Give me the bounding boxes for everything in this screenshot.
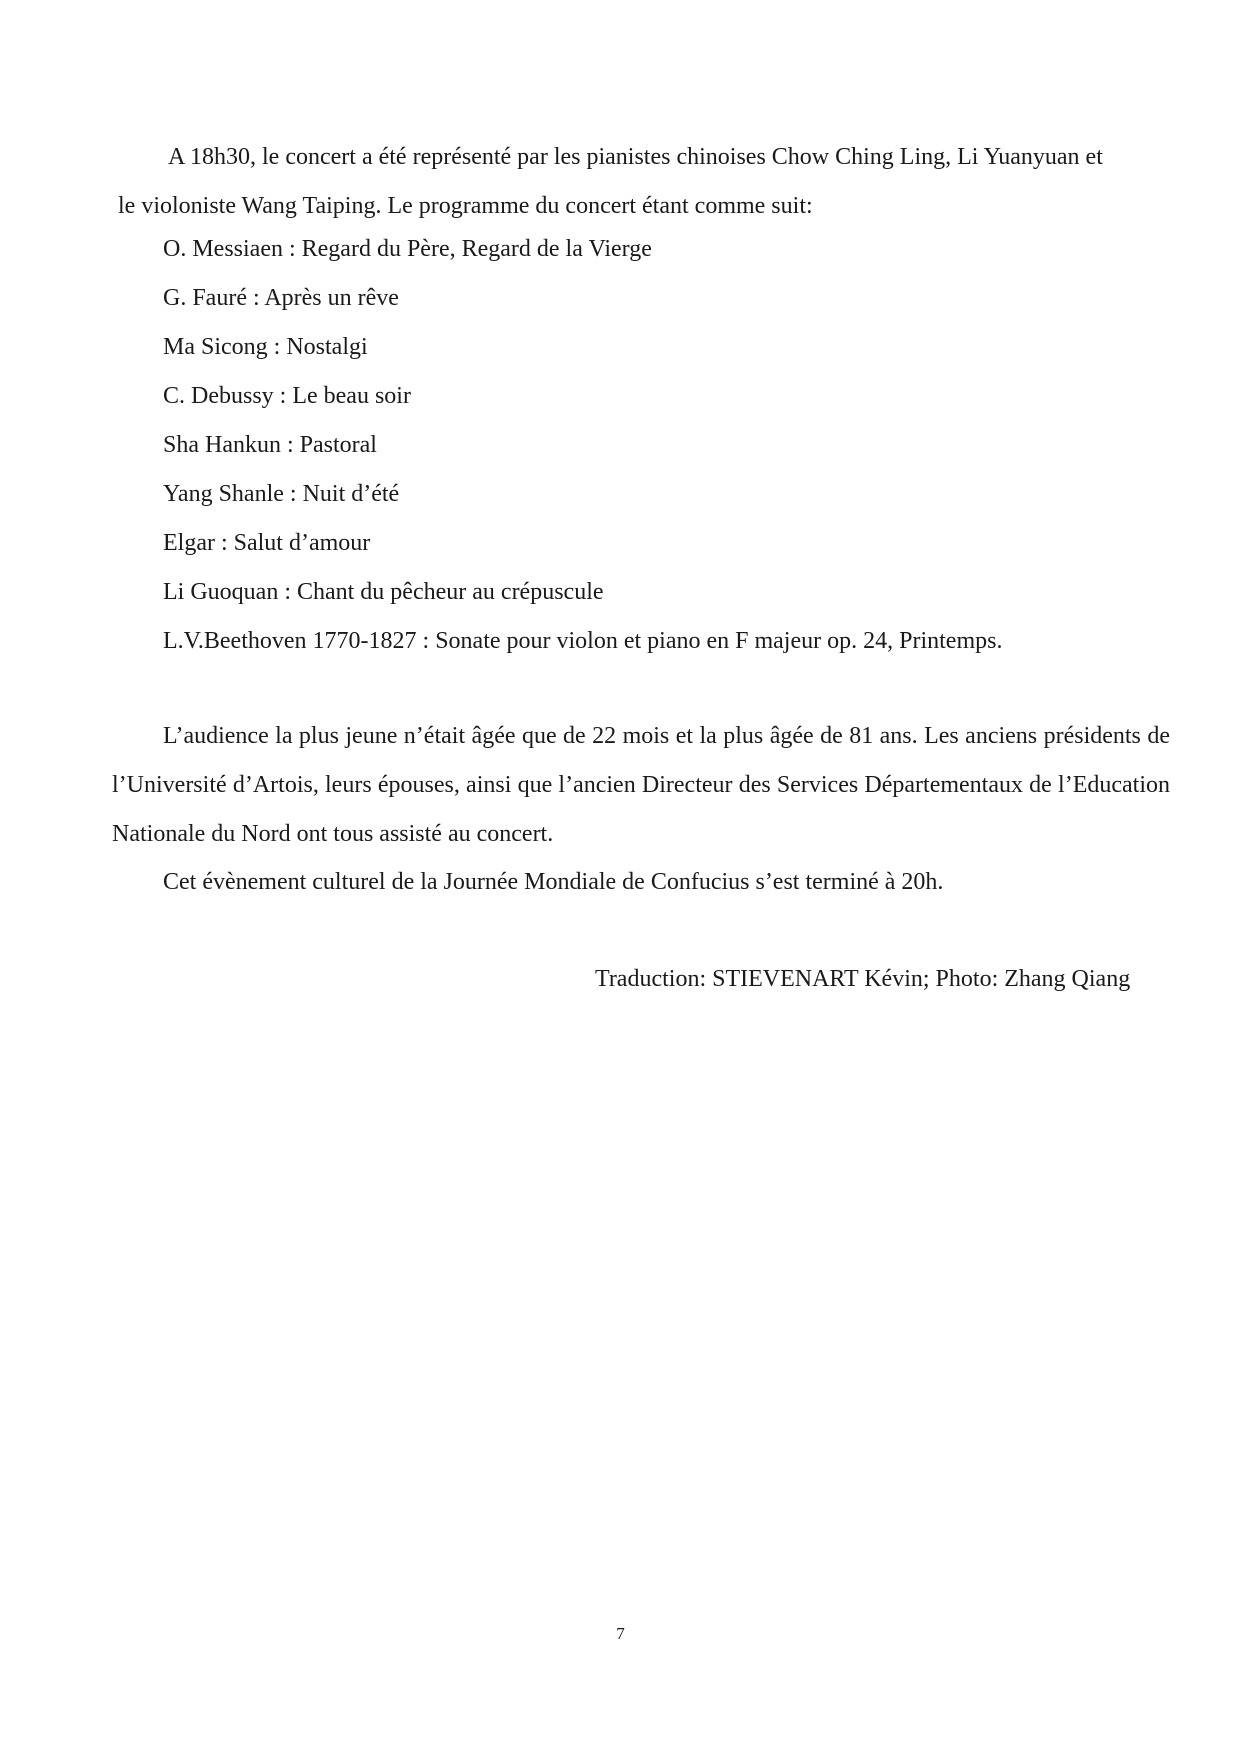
program-item: C. Debussy : Le beau soir — [163, 383, 411, 409]
program-item: Elgar : Salut d’amour — [163, 530, 371, 556]
program-item: Sha Hankun : Pastoral — [163, 432, 377, 458]
intro-line-2: le violoniste Wang Taiping. Le programme du concert étant comme suit: — [118, 193, 813, 219]
intro-line-1: A 18h30, le concert a été représenté par les pianistes chinoises Chow Ching Ling, Li Yuanyuan et — [168, 144, 1103, 170]
program-item: G. Fauré : Après un rêve — [163, 285, 399, 311]
program-item: Ma Sicong : Nostalgi — [163, 334, 368, 360]
credits-line: Traduction: STIEVENART Kévin; Photo: Zhang Qiang — [595, 966, 1131, 992]
program-item: Li Guoquan : Chant du pêcheur au crépuscule — [163, 579, 604, 605]
program-item: Yang Shanle : Nuit d’été — [163, 481, 400, 507]
closing-paragraph: Cet évènement culturel de la Journée Mondiale de Confucius s’est terminé à 20h. — [163, 869, 944, 895]
page-number: 7 — [616, 1624, 625, 1643]
program-item: L.V.Beethoven 1770-1827 : Sonate pour violon et piano en F majeur op. 24, Printemps. — [163, 628, 1003, 654]
intro-paragraph — [118, 133, 1170, 231]
concert-program-list — [163, 225, 1002, 666]
audience-paragraph: L’audience la plus jeune n’était âgée que de 22 mois et la plus âgée de 81 ans. Les anciens présidents de l’Université d’Artois, leurs épouses, ainsi que l’ancien Directeur des Services Départementaux de l’Education Nationale du Nord ont tous assisté au concert. — [112, 723, 1170, 847]
program-item: O. Messiaen : Regard du Père, Regard de la Vierge — [163, 236, 652, 262]
